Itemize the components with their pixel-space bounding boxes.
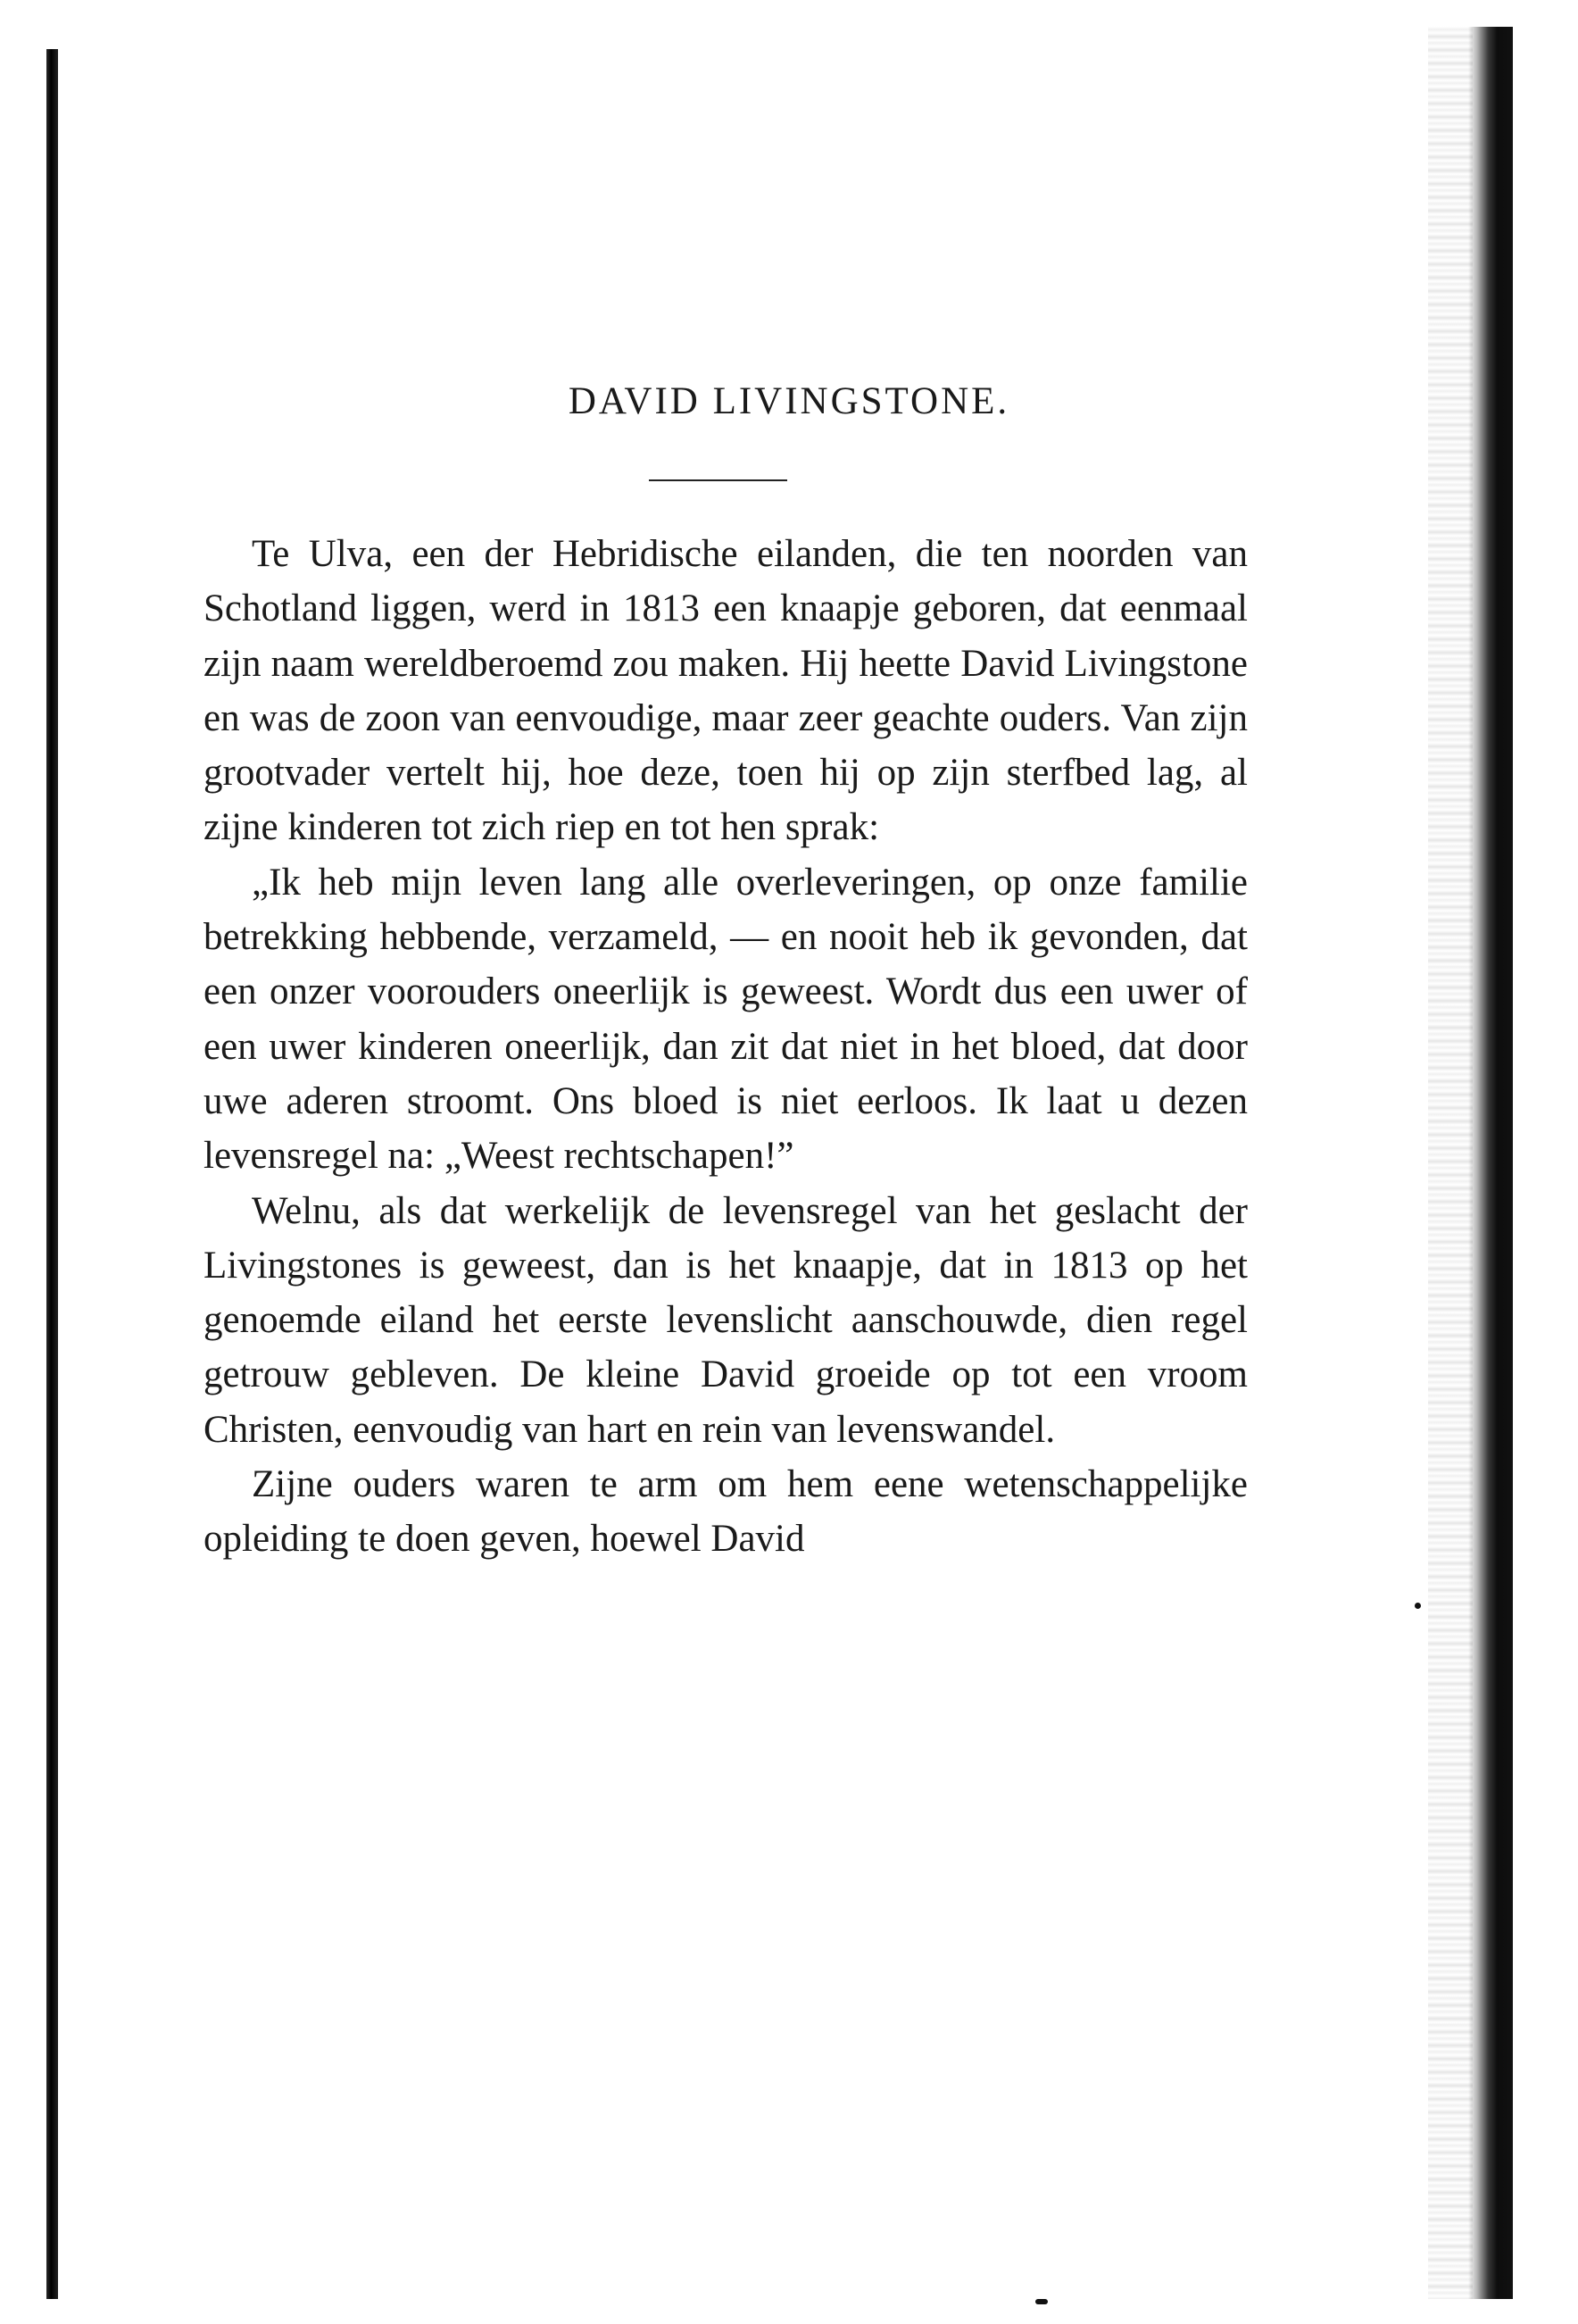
title-divider — [649, 479, 787, 481]
chapter-title: DAVID LIVINGSTONE. — [568, 380, 1010, 422]
scan-right-edge — [1468, 27, 1513, 2299]
body-text — [203, 527, 1248, 1567]
paragraph-3: Welnu, als dat werkelijk de levensregel van het geslacht der Livingstones is geweest, dan is het knaapje, dat in 1813 op het genoemde eiland het eerste levenslicht aanschouwde, dien regel getrouw gebleven. De kleine David groeide op tot een vroom Christen, eenvoudig van hart en rein van levenswandel. — [203, 1189, 1248, 1451]
scan-speck — [1415, 1603, 1421, 1609]
paragraph-4: Zijne ouders waren te arm om hem eene wetenschappelijke opleiding te doen geven, hoewel David — [203, 1463, 1248, 1561]
paragraph-2: „Ik heb mijn leven lang alle overleveringen, op onze familie betrekking hebbende, verzameld, — en nooit heb ik gevonden, dat een onzer voorouders oneerlijk is geweest. Wordt dus een uwer of een uwer kinderen oneerlijk, dan zit dat niet in het bloed, dat door uwe aderen stroomt. Ons bloed is niet eerloos. Ik laat u dezen levensregel na: „Weest rechtschapen!” — [203, 861, 1248, 1178]
scan-speck — [1035, 2299, 1048, 2304]
paragraph-1: Te Ulva, een der Hebridische eilanden, die ten noorden van Schotland liggen, werd in 1813 een knaapje geboren, dat eenmaal zijn naam wereldberoemd zou maken. Hij heette David Livingstone en was de zoon van eenvoudige, maar zeer geachte ouders. Van zijn grootvader vertelt hij, hoe deze, toen hij op zijn sterfbed lag, al zijne kinderen tot zich riep en tot hen sprak: — [203, 533, 1248, 849]
scan-right-edge-shadow — [1428, 27, 1473, 2299]
